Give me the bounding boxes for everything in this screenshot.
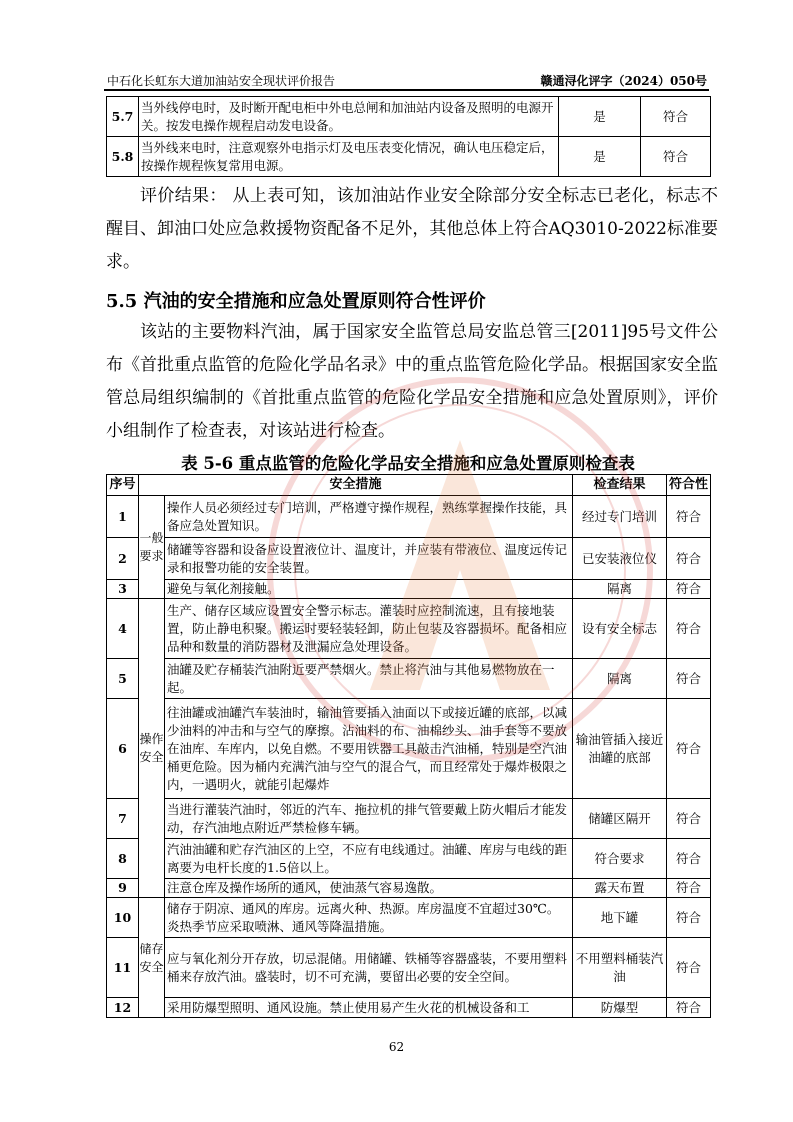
group-operation: 操作安全 — [139, 599, 165, 898]
row-measure: 应与氧化剂分开存放，切忌混储。用储罐、铁桶等容器盛装，不要用塑料桶来存放汽油。盛装时，切不可充满，要留出必要的安全空间。 — [165, 938, 573, 998]
table-row — [107, 879, 711, 898]
checklist-table — [106, 474, 711, 1018]
page-number: 62 — [388, 1040, 405, 1054]
row-result: 输油管插入接近油罐的底部 — [573, 699, 667, 799]
table-row — [107, 998, 711, 1018]
group-general: 一般要求 — [139, 496, 165, 599]
row-result: 隔离 — [573, 659, 667, 699]
row-number: 3 — [107, 580, 139, 599]
row-result: 防爆型 — [573, 998, 667, 1018]
row-compliance: 符合 — [667, 998, 711, 1018]
row-compliance: 符合 — [667, 580, 711, 599]
row-compliance: 符合 — [667, 659, 711, 699]
row-measure: 储存于阴凉、通风的库房。远离火种、热源。库房温度不宜超过30℃。炎热季节应采取喷淋、通风等降温措施。 — [165, 898, 573, 938]
table-row — [107, 659, 711, 699]
table-row — [107, 938, 711, 998]
row-result: 符合要求 — [573, 839, 667, 879]
header-rule — [104, 89, 709, 91]
row-result: 是 — [559, 97, 641, 137]
row-compliance: 符合 — [667, 599, 711, 659]
row-number: 10 — [107, 898, 139, 938]
row-result: 已安装液位仪 — [573, 538, 667, 580]
table-caption: 表 5-6 重点监管的危险化学品安全措施和应急处置原则检查表 — [181, 454, 635, 473]
header-measure: 安全措施 — [139, 475, 573, 496]
row-measure: 注意仓库及操作场所的通风，使油蒸气容易逸散。 — [165, 879, 573, 898]
row-measure: 往油罐或油罐汽车装油时，输油管要插入油面以下或接近罐的底部，以减少油料的冲击和与空气的摩擦。沾油料的布、油棉纱头、油手套等不要放在油库、车库内，以免自燃。不要用铁器工具敲击汽油桶，特别是空汽油桶更危险。因为桶内充满汽油与空气的混合气，而且经常处于爆炸极限之内，一遇明火，就能引起爆炸 — [165, 699, 573, 799]
row-result: 储罐区隔开 — [573, 799, 667, 839]
row-number: 5.7 — [107, 97, 139, 137]
table-row — [107, 898, 711, 938]
table-row — [107, 599, 711, 659]
header-no: 序号 — [107, 475, 139, 496]
row-measure: 汽油油罐和贮存汽油区的上空，不应有电线通过。油罐、库房与电线的距离要为电杆长度的1.5倍以上。 — [165, 839, 573, 879]
row-compliance: 符合 — [667, 879, 711, 898]
row-number: 12 — [107, 998, 139, 1018]
table-header-row — [107, 475, 711, 496]
table-row — [107, 799, 711, 839]
row-compliance: 符合 — [667, 699, 711, 799]
row-result: 是 — [559, 137, 641, 177]
group-storage: 储存安全 — [139, 898, 165, 1018]
row-number: 7 — [107, 799, 139, 839]
row-measure: 当外线来电时，注意观察外电指示灯及电压表变化情况，确认电压稳定后，按操作规程恢复常用电源。 — [139, 137, 559, 177]
row-compliance: 符合 — [667, 538, 711, 580]
table-row — [107, 699, 711, 799]
table-row — [107, 137, 711, 177]
row-compliance: 符合 — [667, 839, 711, 879]
row-number: 6 — [107, 699, 139, 799]
row-result: 露天布置 — [573, 879, 667, 898]
row-compliance: 符合 — [667, 799, 711, 839]
table-row — [107, 580, 711, 599]
section-title: 5.5 汽油的安全措施和应急处置原则符合性评价 — [106, 291, 486, 312]
continuation-table — [106, 96, 711, 177]
row-compliance: 符合 — [667, 496, 711, 538]
row-number: 9 — [107, 879, 139, 898]
row-number: 5 — [107, 659, 139, 699]
row-measure: 生产、储存区域应设置安全警示标志。灌装时应控制流速，且有接地装置，防止静电积聚。搬运时要轻装轻卸，防止包装及容器损坏。配备相应品种和数量的消防器材及泄漏应急处理设备。 — [165, 599, 573, 659]
row-measure: 采用防爆型照明、通风设施。禁止使用易产生火花的机械设备和工 — [165, 998, 573, 1018]
row-result: 不用塑料桶装汽油 — [573, 938, 667, 998]
row-measure: 避免与氧化剂接触。 — [165, 580, 573, 599]
row-result: 设有安全标志 — [573, 599, 667, 659]
row-result: 地下罐 — [573, 898, 667, 938]
header-document-number: 赣通浔化评字（2024）050号 — [540, 74, 707, 88]
row-compliance: 符合 — [641, 137, 711, 177]
table-row — [107, 839, 711, 879]
table-row — [107, 97, 711, 137]
row-measure: 油罐及贮存桶装汽油附近要严禁烟火。禁止将汽油与其他易燃物放在一起。 — [165, 659, 573, 699]
header-report-title: 中石化长虹东大道加油站安全现状评价报告 — [107, 74, 336, 88]
row-compliance: 符合 — [641, 97, 711, 137]
row-number: 5.8 — [107, 137, 139, 177]
intro-paragraph: 该站的主要物料汽油，属于国家安全监管总局安监总管三[2011]95号文件公布《首批重点监管的危险化学品名录》中的重点监管危险化学品。根据国家安全监管总局组织编制的《首批重点监管的危险化学品安全措施和应急处置原则》，评价小组制作了检查表，对该站进行检查。 — [106, 322, 718, 441]
row-measure: 当外线停电时，及时断开配电柜中外电总闸和加油站内设备及照明的电源开关。按发电操作规程启动发电设备。 — [139, 97, 559, 137]
row-result: 隔离 — [573, 580, 667, 599]
row-number: 4 — [107, 599, 139, 659]
row-number: 1 — [107, 496, 139, 538]
row-number: 2 — [107, 538, 139, 580]
row-compliance: 符合 — [667, 898, 711, 938]
table-row — [107, 538, 711, 580]
header-compliance: 符合性 — [667, 475, 711, 496]
row-measure: 当进行灌装汽油时，邻近的汽车、拖拉机的排气管要戴上防火帽后才能发动，存汽油地点附近严禁检修车辆。 — [165, 799, 573, 839]
row-result: 经过专门培训 — [573, 496, 667, 538]
row-number: 8 — [107, 839, 139, 879]
row-measure: 操作人员必须经过专门培训，严格遵守操作规程，熟练掌握操作技能，具备应急处置知识。 — [165, 496, 573, 538]
row-number: 11 — [107, 938, 139, 998]
row-measure: 储罐等容器和设备应设置液位计、温度计，并应装有带液位、温度远传记录和报警功能的安全装置。 — [165, 538, 573, 580]
header-result: 检查结果 — [573, 475, 667, 496]
row-compliance: 符合 — [667, 938, 711, 998]
evaluation-result-paragraph: 评价结果： 从上表可知，该加油站作业安全除部分安全标志已老化，标志不醒目、卸油口处应急救援物资配备不足外，其他总体上符合AQ3010-2022标准要求。 — [106, 186, 718, 272]
table-row — [107, 496, 711, 538]
